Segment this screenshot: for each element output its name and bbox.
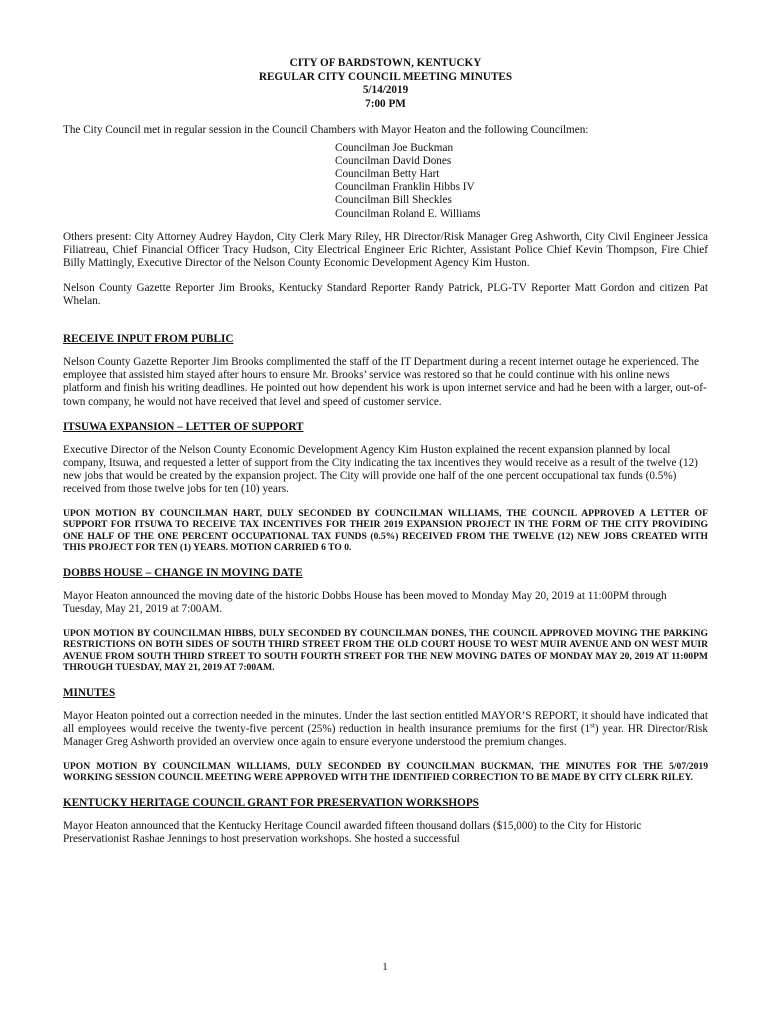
minutes-text-part-2: ) year. HR Director/Risk Manager Greg Ashworth provided an overview once again to ensure everyone understood the premium changes. [63,722,709,748]
section-body-heritage-grant: Mayor Heaton announced that the Kentucky Heritage Council awarded fifteen thousand dollars ($15,000) to the City for Historic Preservationist Rashae Jennings to host preservation workshops. She hosted a successful [63,819,642,845]
others-present-paragraph: Others present: City Attorney Audrey Haydon, City Clerk Mary Riley, HR Director/Risk Manager Greg Ashworth, City Civil Engineer Jessica Filiatreau, Chief Financial Officer Tracy Hudson, City Electrical Engineer Eric Richter, Assistant Police Chief Kevin Thompson, Fire Chief Billy Mattingly, Executive Director of the Nelson County Economic Development Agency Kim Huston. [63,230,708,269]
councilman-item: Councilman David Dones [335,155,452,168]
section-title-itsuwa: ITSUWA EXPANSION – LETTER OF SUPPORT [63,420,304,433]
section-title-minutes: MINUTES [63,686,116,699]
section-body-itsuwa: Executive Director of the Nelson County Economic Development Agency Kim Huston explained the recent expansion planned by local company, Itsuwa, and requested a letter of support from the City indicating the tax incentives they would receive as a result of the twelve (12) new jobs that would be created by the expansion project. The City will provide one half of the one percent occupational tax funds (0.5%) received from those twelve jobs for ten (10) years. [63,443,698,495]
meeting-title: REGULAR CITY COUNCIL MEETING MINUTES [258,70,513,83]
meeting-date: 5/14/2019 [362,84,409,96]
meeting-time: 7:00 PM [365,97,406,110]
councilmen-list [335,142,708,221]
councilman-item: Councilman Betty Hart [335,168,440,181]
section-body-minutes [63,710,708,749]
page-number: 1 [382,961,388,973]
section-body-dobbs-house: Mayor Heaton announced the moving date of the historic Dobbs House has been moved to Monday May 20, 2019 at 11:00PM through Tuesday, May 21, 2019 at 7:00AM. [63,589,667,615]
councilman-item: Councilman Franklin Hibbs IV [335,181,475,194]
intro-paragraph: The City Council met in regular session in the Council Chambers with Mayor Heaton and the following Councilmen: [63,124,589,136]
city-name: CITY OF BARDSTOWN, KENTUCKY [289,57,482,69]
councilman-item: Councilman Joe Buckman [335,142,454,155]
motion-dobbs-house: UPON MOTION BY COUNCILMAN HIBBS, DULY SECONDED BY COUNCILMAN DONES, THE COUNCIL APPROVED MOVING THE PARKING RESTRICTIONS ON BOTH SIDES OF SOUTH THIRD STREET FROM THE OLD COURT HOUSE TO WEST MUIR AVENUE AND ON WEST MUIR AVENUE FROM SOUTH THIRD STREET TO SOUTH FOURTH STREET FOR THE NEW MOVING DATES OF MONDAY MAY 20, 2019 AT 11:00PM THROUGH TUESDAY, MAY 21, 2019 AT 7:00AM. [63,627,708,674]
section-title-heritage-grant: KENTUCKY HERITAGE COUNCIL GRANT FOR PRESERVATION WORKSHOPS [63,796,479,809]
section-body-public-input: Nelson County Gazette Reporter Jim Brooks complimented the staff of the IT Department during a recent internet outage he experienced. The employee that assisted him stayed after hours to ensure Mr. Brooks’ service was restored so that he could continue with his online news platform and finish his writing deadlines. He pointed out how dependent his work is upon internet service and had he been with a larger, out-of-town company, he would not have received that level and speed of customer service. [63,356,707,408]
ordinal-superscript: st [590,721,595,730]
motion-minutes: UPON MOTION BY COUNCILMAN WILLIAMS, DULY SECONDED BY COUNCILMAN BUCKMAN, THE MINUTES FOR THE 5/07/2019 WORKING SESSION COUNCIL MEETING WERE APPROVED WITH THE IDENTIFIED CORRECTION TO BE MADE BY CITY CLERK RILEY. [63,760,708,784]
section-title-public-input: RECEIVE INPUT FROM PUBLIC [63,333,234,346]
motion-itsuwa: UPON MOTION BY COUNCILMAN HART, DULY SECONDED BY COUNCILMAN WILLIAMS, THE COUNCIL APPROVED A LETTER OF SUPPORT FOR ITSUWA TO RECEIVE TAX INCENTIVES FOR THEIR 2019 EXPANSION PROJECT IN THE FORM OF THE CITY PROVIDING ONE HALF OF THE ONE PERCENT OCCUPATIONAL TAX FUNDS (0.5%) RECEIVED FROM THE TWELVE (12) NEW JOBS CREATED WITH THIS PROJECT FOR TEN (1) YEARS. MOTION CARRIED 6 TO 0. [63,508,708,554]
councilman-item: Councilman Bill Sheckles [335,194,452,207]
document-header [63,57,708,111]
press-present-paragraph: Nelson County Gazette Reporter Jim Brooks, Kentucky Standard Reporter Randy Patrick, PLG-TV Reporter Matt Gordon and citizen Pat Whelan. [63,281,708,308]
section-title-dobbs-house: DOBBS HOUSE – CHANGE IN MOVING DATE [63,566,303,579]
minutes-text-part-1: Mayor Heaton pointed out a correction needed in the minutes. Under the last section entitled MAYOR’S REPORT, it should have indicated that all employees would receive the twenty-five percent (25%) reduction in health insurance premiums for the first (1 [63,709,708,735]
councilman-item: Councilman Roland E. Williams [335,207,481,220]
